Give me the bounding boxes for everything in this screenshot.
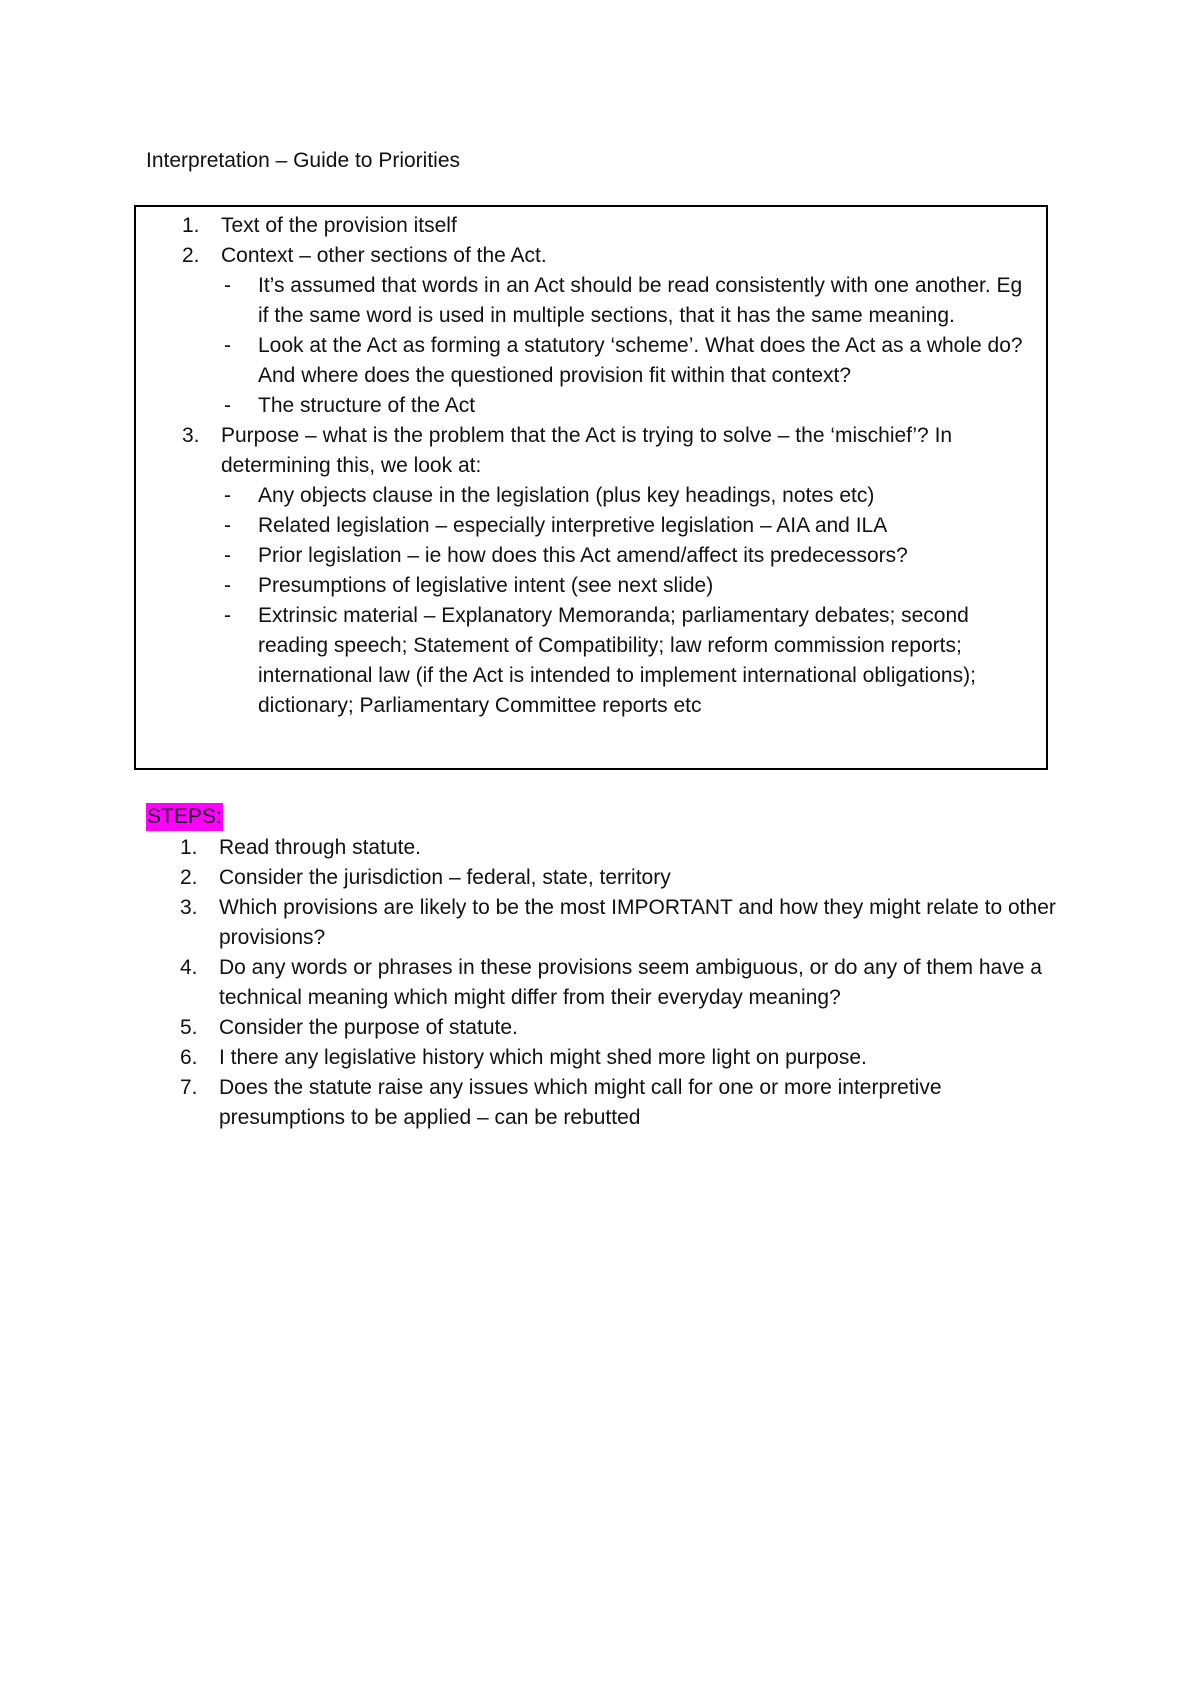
sub-item	[221, 571, 1026, 601]
step-number: 6.	[180, 1046, 198, 1069]
priority-item	[136, 241, 1026, 421]
dash-bullet: -	[224, 574, 231, 597]
priority-number: 2.	[182, 244, 200, 267]
dash-bullet: -	[224, 544, 231, 567]
sub-item	[221, 481, 1026, 511]
step-item	[134, 1013, 1069, 1043]
sub-item-text: Related legislation – especially interpretive legislation – AIA and ILA	[258, 514, 888, 537]
sub-item-text: Presumptions of legislative intent (see next slide)	[258, 574, 714, 597]
sub-item-text: Look at the Act as forming a statutory ‘scheme’. What does the Act as a whole do? And where does the questioned provision fit within that context?	[258, 334, 1023, 387]
priority-number: 1.	[182, 214, 200, 237]
priority-item	[136, 421, 1026, 721]
step-text: Which provisions are likely to be the most IMPORTANT and how they might relate to other provisions?	[219, 896, 1056, 949]
step-number: 5.	[180, 1016, 198, 1039]
sub-item	[221, 331, 1026, 391]
priority-text: Text of the provision itself	[221, 214, 457, 237]
sub-item-text: Prior legislation – ie how does this Act amend/affect its predecessors?	[258, 544, 908, 567]
step-number: 7.	[180, 1076, 198, 1099]
step-number: 4.	[180, 956, 198, 979]
dash-bullet: -	[224, 394, 231, 417]
priorities-box	[134, 205, 1048, 770]
step-item	[134, 833, 1069, 863]
priority-text: Purpose – what is the problem that the Act is trying to solve – the ‘mischief’? In determining this, we look at:	[221, 424, 953, 477]
step-text: Consider the purpose of statute.	[219, 1016, 518, 1039]
step-item	[134, 1073, 1069, 1133]
sub-item-text: Any objects clause in the legislation (plus key headings, notes etc)	[258, 484, 875, 507]
sub-item	[221, 391, 1026, 421]
context-subitems	[221, 271, 1026, 421]
sub-item	[221, 271, 1026, 331]
step-text: Read through statute.	[219, 836, 421, 859]
dash-bullet: -	[224, 334, 231, 357]
step-number: 3.	[180, 896, 198, 919]
steps-list	[134, 833, 1069, 1133]
sub-item	[221, 601, 1026, 721]
page-title: Interpretation – Guide to Priorities	[146, 149, 460, 172]
sub-item-text: Extrinsic material – Explanatory Memoranda; parliamentary debates; second reading speech; Statement of Compatibility; law reform commission reports; international law (if the Act is intended to implement international obligations); dictionary; Parliamentary Committee reports etc	[258, 604, 976, 717]
step-number: 2.	[180, 866, 198, 889]
step-text: Do any words or phrases in these provisions seem ambiguous, or do any of them have a technical meaning which might differ from their everyday meaning?	[219, 956, 1042, 1009]
step-item	[134, 863, 1069, 893]
step-text: I there any legislative history which might shed more light on purpose.	[219, 1046, 867, 1069]
sub-item-text: It’s assumed that words in an Act should be read consistently with one another. Eg if the same word is used in multiple sections, that it has the same meaning.	[258, 274, 1023, 327]
sub-item	[221, 541, 1026, 571]
priorities-list	[136, 211, 1026, 721]
step-number: 1.	[180, 836, 198, 859]
priority-text: Context – other sections of the Act.	[221, 244, 547, 267]
step-item	[134, 893, 1069, 953]
priority-item	[136, 211, 1026, 241]
sub-item-text: The structure of the Act	[258, 394, 476, 417]
dash-bullet: -	[224, 484, 231, 507]
dash-bullet: -	[224, 604, 231, 627]
purpose-subitems	[221, 481, 1026, 721]
step-text: Consider the jurisdiction – federal, state, territory	[219, 866, 671, 889]
dash-bullet: -	[224, 274, 231, 297]
step-item	[134, 953, 1069, 1013]
step-text: Does the statute raise any issues which might call for one or more interpretive presumptions to be applied – can be rebutted	[219, 1076, 942, 1129]
steps-heading: STEPS:	[146, 803, 223, 831]
priority-number: 3.	[182, 424, 200, 447]
sub-item	[221, 511, 1026, 541]
dash-bullet: -	[224, 514, 231, 537]
step-item	[134, 1043, 1069, 1073]
